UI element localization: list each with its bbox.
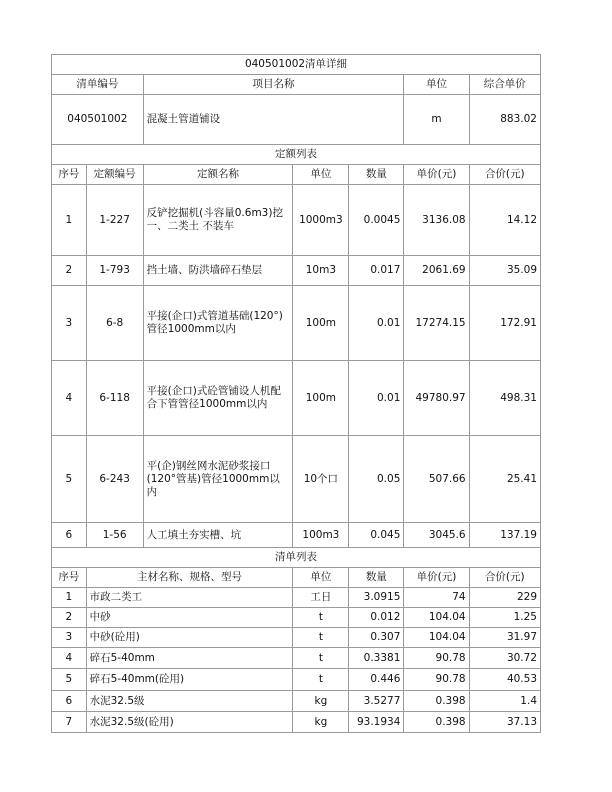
bill-row (52, 95, 541, 145)
quota-qty: 0.0045 (349, 185, 404, 256)
material-name: 中砂(砼用) (86, 628, 293, 648)
material-no: 2 (52, 608, 87, 628)
material-no: 6 (52, 691, 87, 712)
quota-total: 137.19 (469, 523, 540, 548)
material-unit: t (293, 669, 349, 691)
material-header-name: 主材名称、规格、型号 (86, 568, 293, 588)
material-total: 1.25 (469, 608, 540, 628)
quota-name: 平接(企口)式砼管铺设人机配合下管管径1000mm以内 (143, 361, 293, 436)
material-total: 40.53 (469, 669, 540, 691)
header-unit-price: 综合单价 (469, 75, 540, 95)
material-total: 30.72 (469, 648, 540, 669)
quota-qty: 0.05 (349, 436, 404, 523)
quota-row (52, 286, 541, 361)
quota-name: 挡土墙、防洪墙碎石垫层 (143, 256, 293, 286)
quota-price: 507.66 (404, 436, 469, 523)
page-title: 040501002清单详细 (52, 55, 541, 75)
quota-no: 1 (52, 185, 87, 256)
material-header-no: 序号 (52, 568, 87, 588)
material-qty: 0.012 (349, 608, 404, 628)
material-section-title: 清单列表 (52, 548, 541, 568)
quota-header-qty: 数量 (349, 165, 404, 185)
material-qty: 0.446 (349, 669, 404, 691)
material-row (52, 669, 541, 691)
material-name: 水泥32.5级 (86, 691, 293, 712)
material-row (52, 628, 541, 648)
quota-code: 6-118 (86, 361, 143, 436)
material-qty: 0.3381 (349, 648, 404, 669)
material-header-total: 合价(元) (469, 568, 540, 588)
material-qty: 3.5277 (349, 691, 404, 712)
quota-section-title: 定额列表 (52, 145, 541, 165)
header-item-name: 项目名称 (143, 75, 404, 95)
quota-header-name: 定额名称 (143, 165, 293, 185)
quota-price: 3045.6 (404, 523, 469, 548)
quota-header-no: 序号 (52, 165, 87, 185)
quota-unit: 100m3 (293, 523, 349, 548)
title-row (52, 55, 541, 75)
quota-code: 1-793 (86, 256, 143, 286)
material-section-row (52, 548, 541, 568)
quota-unit: 100m (293, 286, 349, 361)
quota-no: 3 (52, 286, 87, 361)
material-row (52, 648, 541, 669)
material-name: 中砂 (86, 608, 293, 628)
material-unit: kg (293, 712, 349, 733)
quota-unit: 1000m3 (293, 185, 349, 256)
quota-row (52, 256, 541, 286)
quota-qty: 0.017 (349, 256, 404, 286)
material-row (52, 608, 541, 628)
quota-header-total: 合价(元) (469, 165, 540, 185)
material-no: 4 (52, 648, 87, 669)
material-unit: t (293, 608, 349, 628)
material-row (52, 691, 541, 712)
material-price: 104.04 (404, 608, 469, 628)
material-no: 3 (52, 628, 87, 648)
material-price: 104.04 (404, 628, 469, 648)
quota-code: 1-227 (86, 185, 143, 256)
material-price: 0.398 (404, 712, 469, 733)
quota-name: 反铲挖掘机(斗容量0.6m3)挖一、二类土 不装车 (143, 185, 293, 256)
material-total: 37.13 (469, 712, 540, 733)
quota-total: 25.41 (469, 436, 540, 523)
material-no: 7 (52, 712, 87, 733)
material-unit: kg (293, 691, 349, 712)
quota-unit: 10m3 (293, 256, 349, 286)
header-unit: 单位 (404, 75, 469, 95)
material-price: 90.78 (404, 669, 469, 691)
quota-name: 人工填土夯实槽、坑 (143, 523, 293, 548)
quota-code: 6-8 (86, 286, 143, 361)
material-price: 90.78 (404, 648, 469, 669)
quota-no: 6 (52, 523, 87, 548)
quota-qty: 0.01 (349, 361, 404, 436)
bill-unit: m (404, 95, 469, 145)
material-row (52, 588, 541, 608)
quota-header-code: 定额编号 (86, 165, 143, 185)
quota-no: 5 (52, 436, 87, 523)
material-unit: t (293, 628, 349, 648)
quota-header-unit: 单位 (293, 165, 349, 185)
header-bill-code: 清单编号 (52, 75, 144, 95)
material-total: 31.97 (469, 628, 540, 648)
quota-header-price: 单价(元) (404, 165, 469, 185)
quota-total: 35.09 (469, 256, 540, 286)
quota-total: 14.12 (469, 185, 540, 256)
bill-name: 混凝土管道铺设 (143, 95, 404, 145)
material-row (52, 712, 541, 733)
quota-name: 平接(企口)式管道基础(120°)管径1000mm以内 (143, 286, 293, 361)
material-unit: t (293, 648, 349, 669)
quota-row (52, 436, 541, 523)
quota-row (52, 361, 541, 436)
material-no: 5 (52, 669, 87, 691)
quota-name: 平(企)钢丝网水泥砂浆接口(120°管基)管径1000mm以内 (143, 436, 293, 523)
material-no: 1 (52, 588, 87, 608)
quota-no: 4 (52, 361, 87, 436)
quota-price: 49780.97 (404, 361, 469, 436)
quota-row (52, 523, 541, 548)
material-qty: 0.307 (349, 628, 404, 648)
material-qty: 3.0915 (349, 588, 404, 608)
quota-price: 3136.08 (404, 185, 469, 256)
bill-price: 883.02 (469, 95, 540, 145)
quota-qty: 0.01 (349, 286, 404, 361)
quota-code: 6-243 (86, 436, 143, 523)
quota-row (52, 185, 541, 256)
quota-total: 498.31 (469, 361, 540, 436)
material-header-qty: 数量 (349, 568, 404, 588)
material-price: 74 (404, 588, 469, 608)
quota-section-row (52, 145, 541, 165)
bill-detail-table (51, 54, 541, 733)
quota-qty: 0.045 (349, 523, 404, 548)
material-name: 水泥32.5级(砼用) (86, 712, 293, 733)
material-total: 229 (469, 588, 540, 608)
material-price: 0.398 (404, 691, 469, 712)
material-name: 碎石5-40mm (86, 648, 293, 669)
bill-header-row (52, 75, 541, 95)
quota-price: 2061.69 (404, 256, 469, 286)
material-header-price: 单价(元) (404, 568, 469, 588)
material-unit: 工日 (293, 588, 349, 608)
quota-unit: 100m (293, 361, 349, 436)
quota-total: 172.91 (469, 286, 540, 361)
quota-header-row (52, 165, 541, 185)
bill-code: 040501002 (52, 95, 144, 145)
quota-price: 17274.15 (404, 286, 469, 361)
material-header-unit: 单位 (293, 568, 349, 588)
quota-code: 1-56 (86, 523, 143, 548)
material-name: 碎石5-40mm(砼用) (86, 669, 293, 691)
quota-no: 2 (52, 256, 87, 286)
material-header-row (52, 568, 541, 588)
material-name: 市政二类工 (86, 588, 293, 608)
material-qty: 93.1934 (349, 712, 404, 733)
quota-unit: 10个口 (293, 436, 349, 523)
material-total: 1.4 (469, 691, 540, 712)
